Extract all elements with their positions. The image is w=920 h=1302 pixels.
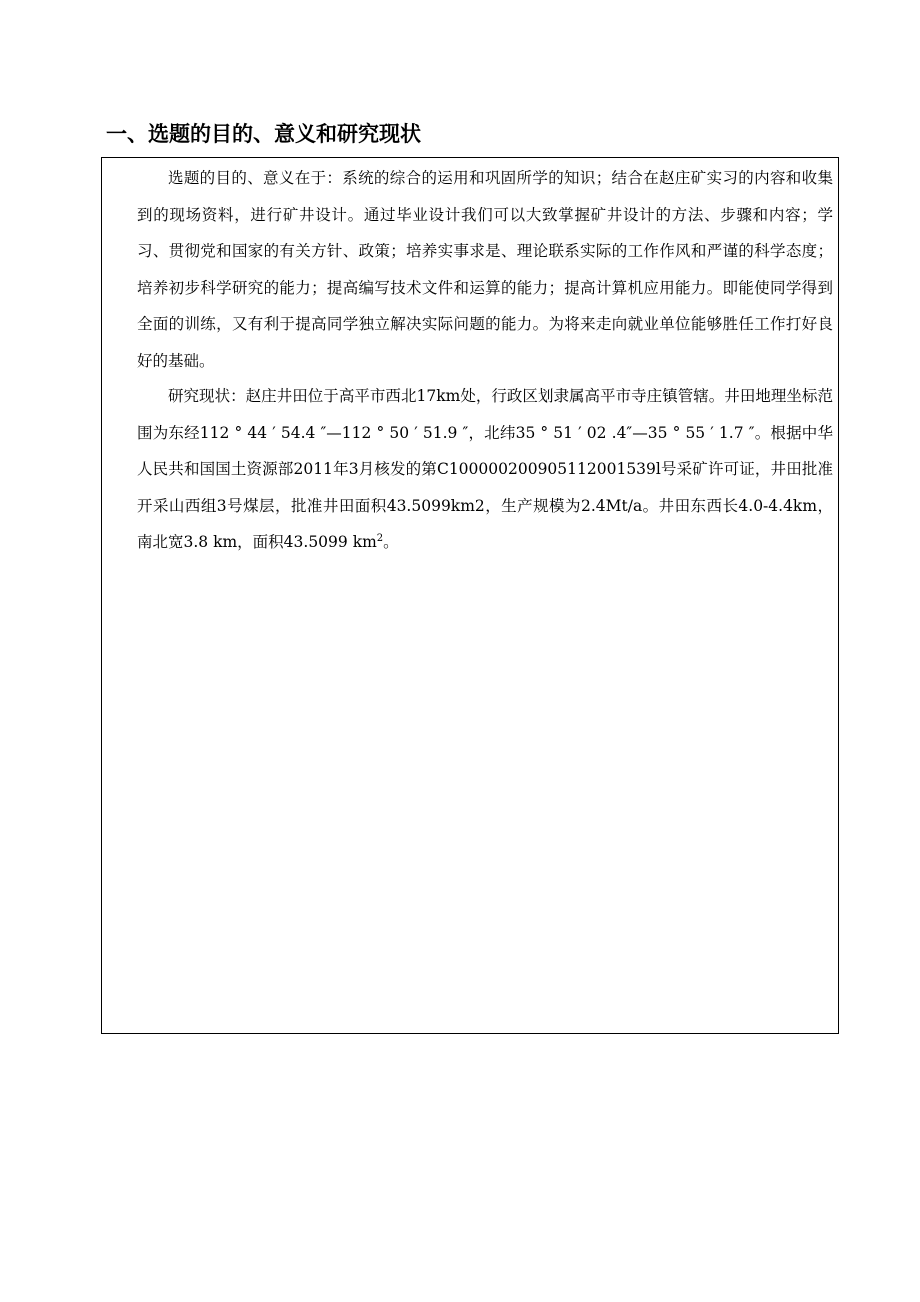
area-unit-superscript: 2 [376,532,384,544]
research-status-text: 研究现状：赵庄井田位于高平市西北17km处，行政区划隶属高平市寺庄镇管辖。井田地理坐标范围为东经112 ° 44 ′ 54.4 ″—112 ° 50 ′ 51.9 ″，北纬35 ° 51 ′ 02 .4″—35 ° 55 ′ 1.7 ″。根据中华人民共和国国土资源部2011年3月核发的第C100000200905112001539l号采矿许可证，井田批准开采山西组3号煤层，批准井田面积43.5099km2，生产规模为2.4Mt/a。井田东西长4.0-4.4km，南北宽3.8 km，面积43.5099 km [137,387,833,551]
research-status-paragraph [137,378,833,561]
research-status-end: 。 [383,533,399,551]
section-title: 一、选题的目的、意义和研究现状 [106,122,421,146]
purpose-paragraph: 选题的目的、意义在于：系统的综合的运用和巩固所学的知识；结合在赵庄矿实习的内容和收集到的现场资料，进行矿井设计。通过毕业设计我们可以大致掌握矿井设计的方法、步骤和内容；学习、贯彻党和国家的有关方针、政策；培养实事求是、理论联系实际的工作作风和严谨的科学态度；培养初步科学研究的能力；提高编写技术文件和运算的能力；提高计算机应用能力。即能使同学得到全面的训练，又有利于提高同学独立解决实际问题的能力。为将来走向就业单位能够胜任工作打好良好的基础。 [137,169,833,370]
